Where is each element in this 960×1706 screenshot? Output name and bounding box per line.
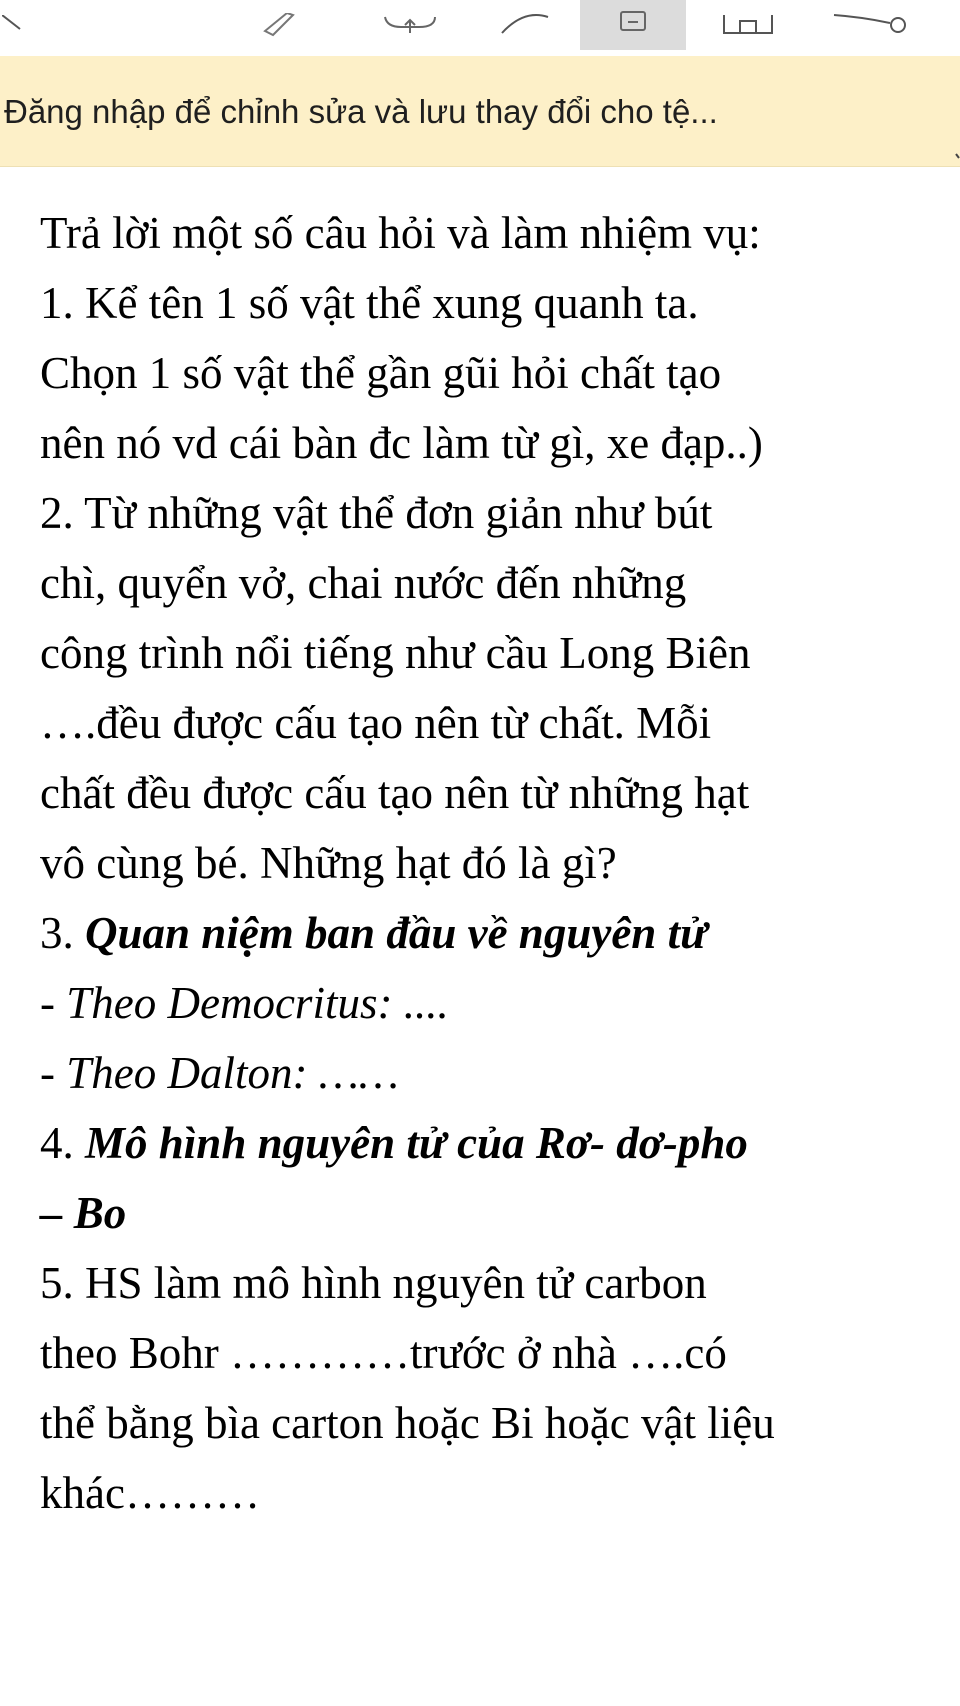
banner-message: Đăng nhập để chỉnh sửa và lưu thay đổi cho tệ... [4,93,718,130]
doc-line: công trình nổi tiếng như cầu Long Biên [40,628,751,678]
pen-icon [263,13,297,37]
heading-number: 3. [40,908,85,958]
doc-heading-3 [40,898,960,968]
back-arrow-icon [2,15,38,35]
shape-icon [722,13,774,37]
doc-line: theo Bohr …………trước ở nhà ….có [40,1328,727,1378]
lasso-icon [383,13,437,37]
sign-in-banner[interactable] [0,56,960,167]
doc-line: thể bằng bìa carton hoặc Bi hoặc vật liệu [40,1398,775,1448]
heading-text: Mô hình nguyên tử của Rơ- dơ-pho [85,1118,748,1168]
back-button[interactable] [0,0,40,50]
doc-line: nên nó vd cái bàn đc làm từ gì, xe đạp..) [40,418,763,468]
doc-line: khác……… [40,1468,260,1518]
doc-line: – Bo [40,1188,127,1238]
drawing-toolbar [0,0,960,56]
doc-line: 1. Kể tên 1 số vật thể xung quanh ta. [40,278,699,328]
heading-text: Quan niệm ban đầu về nguyên tử [85,908,708,958]
connector-tool-button[interactable] [830,0,910,50]
document-body [40,198,960,1528]
doc-line: - Theo Democritus: .... [40,978,449,1028]
doc-line: chất đều được cấu tạo nên từ những hạt [40,768,750,818]
doc-line: - Theo Dalton: …… [40,1048,399,1098]
doc-line: Chọn 1 số vật thể gần gũi hỏi chất tạo [40,348,722,398]
heading-number: 4. [40,1118,85,1168]
doc-line: chì, quyển vở, chai nước đến những [40,558,687,608]
lasso-tool-button[interactable] [380,0,440,50]
curve-icon [500,13,550,37]
curve-tool-button[interactable] [495,0,555,50]
pin-icon [832,13,908,37]
chevron-right-icon[interactable] [950,150,960,180]
highlighter-tool-button[interactable] [580,0,686,50]
highlighter-icon [618,10,648,40]
doc-line: 5. HS làm mô hình nguyên tử carbon [40,1258,707,1308]
doc-heading-4 [40,1108,960,1178]
doc-line: Trả lời một số câu hỏi và làm nhiệm vụ: [40,208,761,258]
doc-line: vô cùng bé. Những hạt đó là gì? [40,838,617,888]
pen-tool-button[interactable] [255,0,305,50]
doc-line: ….đều được cấu tạo nên từ chất. Mỗi [40,698,712,748]
doc-line: 2. Từ những vật thể đơn giản như bút [40,488,713,538]
shape-tool-button[interactable] [718,0,778,50]
